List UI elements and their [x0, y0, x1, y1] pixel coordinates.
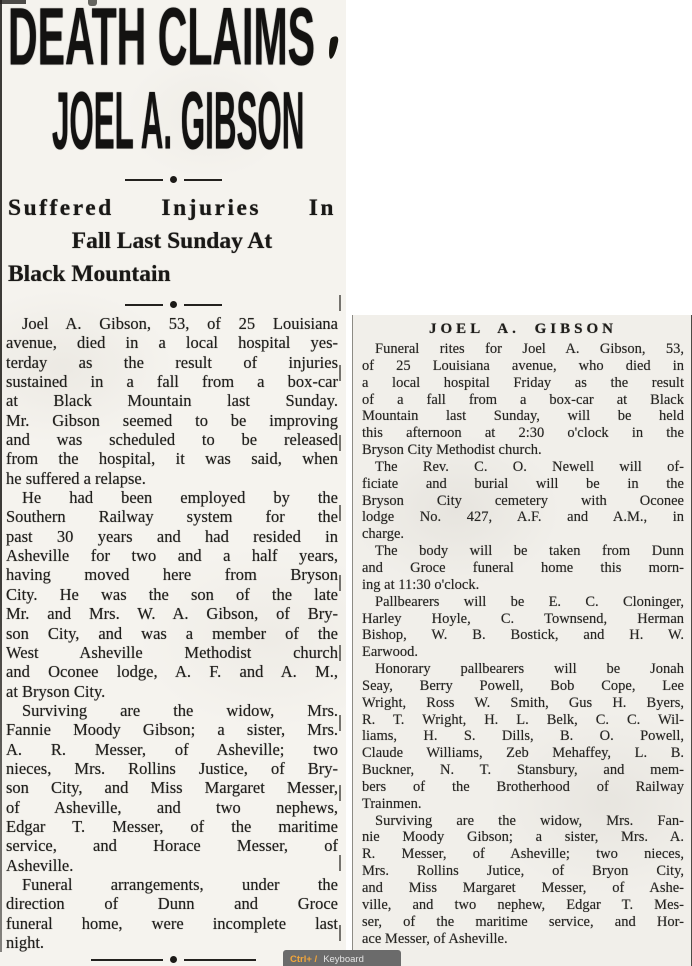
text-line: Black Mountain — [8, 261, 171, 287]
text-line: of a fall from a box-car at Black — [362, 391, 684, 408]
text-line: Mr. and Mrs. W. A. Gibson, of Bry- — [6, 604, 338, 624]
text-line: Bishop, W. B. Bostick, and H. W. — [362, 627, 684, 644]
text-line: having moved here from Bryson — [6, 565, 338, 585]
text-line: terday as the result of injuries — [6, 352, 338, 372]
text-line: Funeral arrangements, under the — [22, 874, 338, 894]
text-line: City. He was the son of the late — [6, 584, 338, 604]
text-line: son City, and was a member of the — [6, 623, 338, 643]
text-line: Joel A. Gibson, 53, of 25 Louisiana — [22, 314, 338, 333]
keyboard-shortcuts-hint[interactable] — [283, 950, 401, 966]
text-line: funeral home, were incomplete last — [6, 913, 338, 933]
text-line: Surviving are the widow, Mrs. Fan- — [375, 812, 684, 829]
ornament-divider — [0, 301, 346, 308]
text-line: of 25 Louisiana avenue, who died in — [362, 357, 684, 374]
text-line: ace Messer, of Asheville. — [362, 930, 508, 947]
text-line: Suffered Injuries In — [8, 195, 336, 221]
paragraph — [6, 701, 338, 875]
text-line: a local hospital Friday as the result — [362, 374, 684, 391]
paragraph — [6, 314, 338, 488]
paragraph — [362, 813, 684, 948]
clipping-left-edge-line — [0, 0, 2, 952]
text-line: Honorary pallbearers will be Jonah — [375, 661, 684, 678]
text-line: son City, and Miss Margaret Messer, — [6, 778, 338, 798]
text-line: direction of Dunn and Groce — [6, 894, 338, 914]
text-line: The body will be taken from Dunn — [375, 543, 684, 560]
text-line: nie Moody Gibson; a sister, Mrs. A. — [362, 829, 684, 846]
paragraph — [362, 661, 684, 813]
divider-dot — [170, 956, 177, 963]
text-line: nieces, Mrs. Rollins Justice, of Bry- — [6, 758, 338, 778]
headline-line-2: JOEL A. GIBSON — [52, 75, 305, 167]
keyboard-label: Keyboard — [323, 953, 364, 965]
text-line: Trainmen. — [362, 795, 422, 812]
text-line: lodge No. 427, A.F. and A.M., in — [362, 509, 684, 526]
text-line: of Asheville, and two nephews, — [6, 797, 338, 817]
divider-line — [125, 304, 163, 306]
text-line: liams, H. S. Dills, B. O. Powell, — [362, 728, 684, 745]
text-line: R. T. Wright, H. L. Belk, C. C. Wil- — [362, 711, 684, 728]
text-line: past 30 years and had resided in — [6, 526, 338, 546]
text-line: Mountain last Sunday, will be held — [362, 408, 684, 425]
text-line: The Rev. C. O. Newell will of- — [375, 458, 684, 475]
paragraph — [362, 341, 684, 459]
text-line: ville, and two nephew, Edgar T. Mes- — [362, 896, 684, 913]
text-line: ing at 11:30 o'clock. — [362, 576, 480, 593]
divider-line — [184, 959, 256, 961]
paragraph — [362, 594, 684, 661]
text-line: at Bryson City. — [6, 681, 106, 701]
right-newspaper-clipping — [352, 315, 692, 966]
left-article-body — [6, 314, 338, 952]
ornament-divider — [0, 176, 346, 183]
text-line: West Asheville Methodist church — [6, 642, 338, 662]
text-line: Mr. Gibson seemed to be improving — [6, 410, 338, 430]
text-line: Fall Last Sunday At — [71, 228, 273, 254]
text-line: Asheville. — [6, 855, 74, 875]
text-line: Surviving are the widow, Mrs. — [22, 700, 338, 720]
text-line: Pallbearers will be E. C. Cloninger, — [375, 593, 684, 610]
subheadline — [8, 192, 336, 291]
divider-line — [184, 179, 222, 181]
text-line: at Black Mountain last Sunday. — [6, 391, 338, 411]
text-line: Earwood. — [362, 644, 418, 661]
text-line: Seay, Berry Powell, Bob Cope, Lee — [362, 677, 684, 694]
text-line: Bryson City Methodist church. — [362, 442, 542, 459]
divider-dot — [170, 176, 177, 183]
text-line: Buckner, N. T. Stansbury, and mem- — [362, 762, 684, 779]
text-line: Claude Williams, Zeb Mehaffey, L. B. — [362, 745, 684, 762]
paragraph — [362, 543, 684, 594]
divider-line — [125, 179, 163, 181]
text-line: sustained in a fall from a box-car — [6, 372, 338, 392]
shortcut-key-label: Ctrl+ / — [290, 953, 318, 965]
text-line: he suffered a relapse. — [6, 468, 146, 488]
text-line: Harley Hoyle, C. Townsend, Herman — [362, 610, 684, 627]
text-line: ficiate and burial will be in the — [362, 475, 684, 492]
right-article-body — [353, 341, 692, 947]
paragraph — [6, 488, 338, 701]
text-line: service, and Horace Messer, of — [6, 836, 338, 856]
divider-dot — [170, 301, 177, 308]
text-line: Mrs. Rollins Jutice, of Bryon City, — [362, 863, 684, 880]
text-line: bers of the Brotherhood of Railway — [362, 778, 684, 795]
text-line: Edgar T. Messer, of the maritime — [6, 816, 338, 836]
text-line: Wright, Ross W. Smith, Gus H. Byers, — [362, 694, 684, 711]
text-line: R. Messer, of Asheville; two nieces, — [362, 846, 684, 863]
text-line: Southern Railway system for the — [6, 507, 338, 527]
text-line: charge. — [362, 526, 404, 543]
text-line: Funeral rites for Joel A. Gibson, 53, — [375, 341, 684, 357]
clipping-right-edge-fragments — [339, 295, 341, 945]
text-line: from the hospital, it was said, when — [6, 449, 338, 469]
text-line: A. R. Messer, of Asheville; two — [6, 739, 338, 759]
text-line: this afternoon at 2:30 o'clock in the — [362, 425, 684, 442]
text-line: Bryson City cemetery with Oconee — [362, 492, 684, 509]
headline-line-1: DEATH CLAIMS — [8, 0, 316, 83]
text-line: and Groce funeral home this morn- — [362, 559, 684, 576]
divider-line — [91, 959, 163, 961]
text-line: Asheville for two and a half years, — [6, 546, 338, 566]
paragraph — [6, 875, 338, 952]
text-line: ser, of the maritime service, and Hor- — [362, 913, 684, 930]
text-line: and was scheduled to be released — [6, 430, 338, 450]
divider-line — [184, 304, 222, 306]
text-line: and Miss Margaret Messer, of Ashe- — [362, 880, 684, 896]
right-article-heading: JOEL A. GIBSON — [429, 321, 617, 337]
text-line: night. — [6, 933, 45, 952]
text-line: He had been employed by the — [22, 488, 338, 508]
text-line: Fannie Moody Gibson; a sister, Mrs. — [6, 720, 338, 740]
text-line: avenue, died in a local hospital yes- — [6, 333, 338, 353]
text-line: and Oconee lodge, A. F. and A. M., — [6, 662, 338, 682]
ink-blot — [327, 35, 339, 59]
paragraph — [362, 459, 684, 543]
